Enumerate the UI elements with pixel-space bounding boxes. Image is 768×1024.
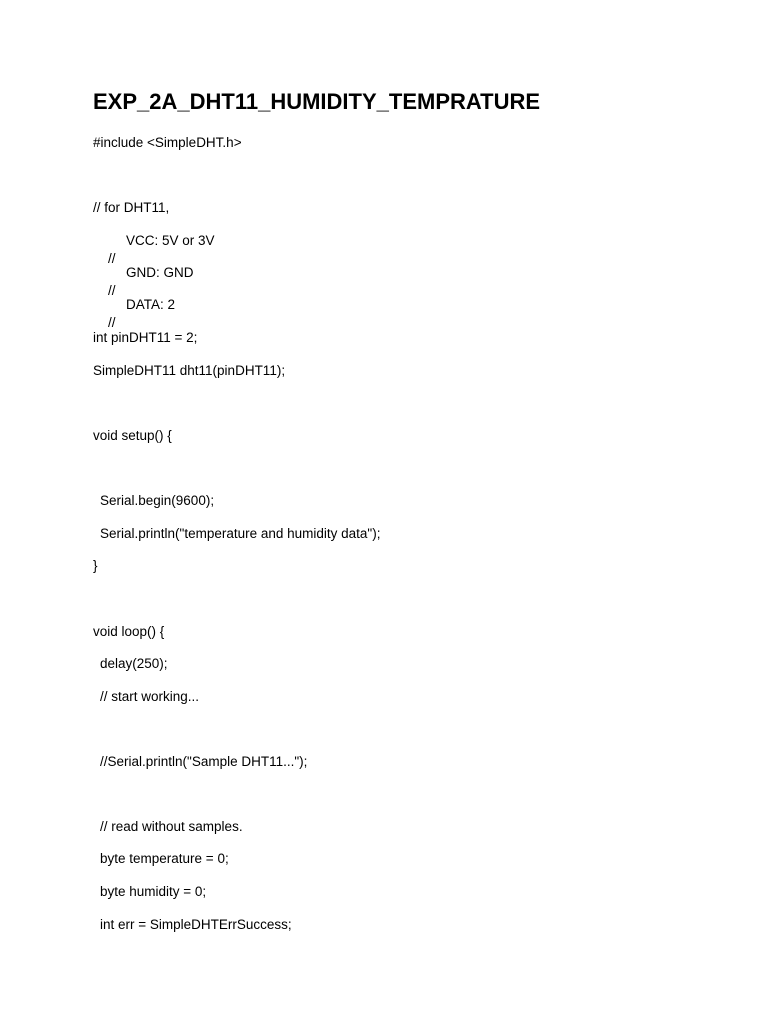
code-line-close-brace: }: [93, 558, 98, 573]
code-line-pin-decl: int pinDHT11 = 2;: [93, 330, 198, 345]
code-line-sample-comment: //Serial.println("Sample DHT11...");: [100, 754, 308, 769]
code-line-start-working: // start working...: [100, 689, 200, 704]
code-line-read-comment: // read without samples.: [100, 819, 243, 834]
comment-slashes: //: [108, 315, 116, 330]
comment-vcc-text: VCC: 5V or 3V: [126, 233, 215, 248]
code-line-obj-decl: SimpleDHT11 dht11(pinDHT11);: [93, 363, 286, 378]
code-line-serial-begin: Serial.begin(9600);: [100, 493, 215, 508]
document-title: EXP_2A_DHT11_HUMIDITY_TEMPRATURE: [93, 89, 541, 114]
comment-slashes: //: [108, 283, 116, 298]
comment-gnd-text: GND: GND: [126, 265, 194, 280]
comment-data-text: DATA: 2: [126, 297, 176, 312]
code-line-temp-decl: byte temperature = 0;: [100, 851, 229, 866]
code-line-err-decl: int err = SimpleDHTErrSuccess;: [100, 917, 292, 932]
code-line-include: #include <SimpleDHT.h>: [93, 135, 242, 150]
code-line-serial-println: Serial.println("temperature and humidity data");: [100, 526, 381, 541]
comment-slashes: //: [108, 251, 116, 266]
code-line-comment-for: // for DHT11,: [93, 200, 170, 215]
code-line-loop-open: void loop() {: [93, 624, 165, 639]
code-line-hum-decl: byte humidity = 0;: [100, 884, 207, 899]
code-line-setup-open: void setup() {: [93, 428, 172, 443]
code-line-delay: delay(250);: [100, 656, 168, 671]
